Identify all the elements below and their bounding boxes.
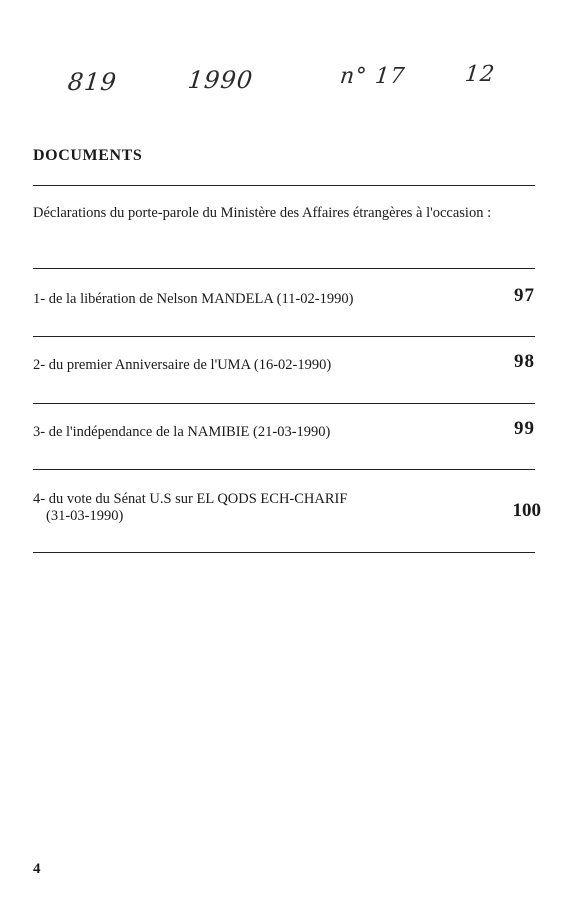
toc-entry-text [33,357,483,374]
toc-entry-text [33,424,483,441]
toc-entry-page: 97 [514,285,535,306]
toc-entry-line-continued: (31-03-1990) [46,508,124,524]
divider [33,336,535,337]
handwritten-note: 1990 [186,66,255,94]
toc-entry-page: 99 [514,418,535,439]
divider [33,552,535,553]
divider [33,403,535,404]
handwritten-note: n° 17 [338,64,407,89]
toc-entry-line: 4- du vote du Sénat U.S sur EL QODS ECH-CHARIF [33,491,348,507]
handwritten-note: 819 [66,68,119,96]
toc-entry-text [33,491,483,525]
divider [33,469,535,470]
divider [33,185,535,186]
divider [33,268,535,269]
toc-entry-page: 100 [512,500,541,521]
toc-entry-line: 1- de la libération de Nelson MANDELA (11-02-1990) [33,291,354,307]
toc-entry-line: 3- de l'indépendance de la NAMIBIE (21-03-1990) [33,424,331,440]
toc-entry-line: 2- du premier Anniversaire de l'UMA (16-02-1990) [33,357,332,373]
handwritten-note: 12 [463,62,497,87]
section-title: DOCUMENTS [33,147,143,164]
handwritten-annotations [0,62,567,102]
toc-entry-page: 98 [514,351,535,372]
toc-entry-text [33,291,483,308]
intro-text: Déclarations du porte-parole du Ministère des Affaires étrangères à l'occasion : [33,205,492,221]
page-number: 4 [33,861,41,877]
